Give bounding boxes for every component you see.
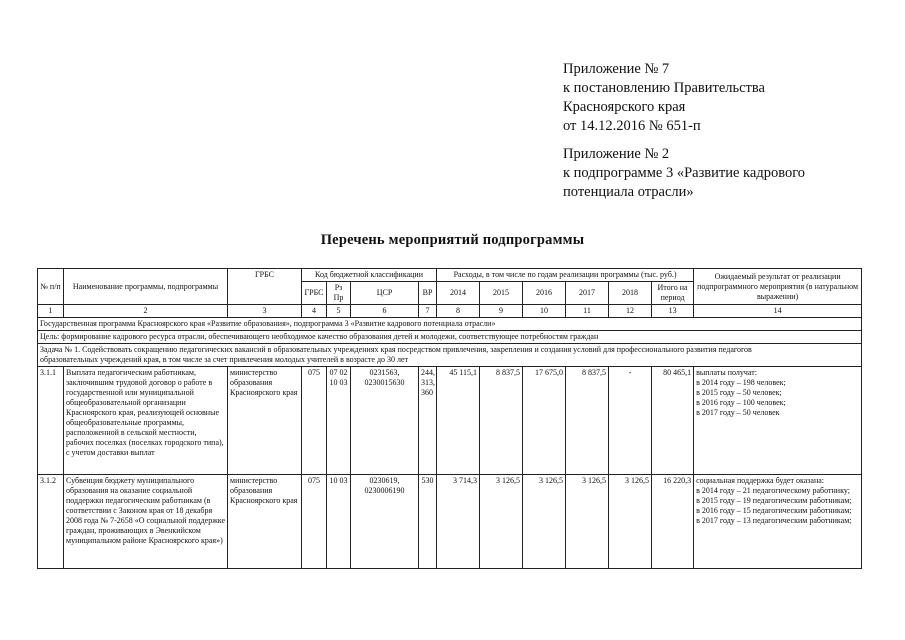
task-text bbox=[38, 344, 862, 367]
task-text-line-2: образовательных учреждений края, в том числе за счет привлечения молодых учителей в возрасте до 30 лет bbox=[40, 355, 409, 364]
col-number: 8 bbox=[437, 305, 480, 318]
row-2015: 8 837,5 bbox=[480, 367, 523, 475]
row-code-vr: 530 bbox=[419, 475, 437, 569]
row-2014: 3 714,3 bbox=[437, 475, 480, 569]
col-number: 14 bbox=[694, 305, 862, 318]
header-row-1 bbox=[38, 269, 862, 282]
appendix-2-line-2: к подпрограмме 3 «Развитие кадрового bbox=[563, 165, 806, 181]
header-code-rzpr: Рз Пр bbox=[327, 282, 351, 305]
row-code-csr: 0230619, 0230006190 bbox=[351, 475, 419, 569]
row-2017: 3 126,5 bbox=[566, 475, 609, 569]
appendix-7-line-4: от 14.12.2016 № 651-п bbox=[563, 118, 701, 134]
col-number: 3 bbox=[228, 305, 302, 318]
row-2018: - bbox=[609, 367, 652, 475]
header-name: Наименование программы, подпрограммы bbox=[64, 269, 228, 305]
header-result: Ожидаемый результат от реализации подпрограммного мероприятия (в натуральном выражении) bbox=[694, 269, 862, 305]
header-2014: 2014 bbox=[437, 282, 480, 305]
row-num: 3.1.2 bbox=[38, 475, 64, 569]
header-2018: 2018 bbox=[609, 282, 652, 305]
header-grbs: ГРБС bbox=[228, 269, 302, 305]
row-grbs: министерство образования Красноярского края bbox=[228, 367, 302, 475]
row-2016: 17 675,0 bbox=[523, 367, 566, 475]
task-text-line-1: Задача № 1. Содействовать сокращению педагогических вакансий в образовательных учреждениях края посредством привлечения, закрепления и создания условий для профессионального развития педагогов bbox=[40, 345, 752, 354]
row-2014: 45 115,1 bbox=[437, 367, 480, 475]
col-number: 12 bbox=[609, 305, 652, 318]
row-total: 80 465,1 bbox=[652, 367, 694, 475]
header-code-vr: ВР bbox=[419, 282, 437, 305]
col-number: 4 bbox=[302, 305, 327, 318]
row-code-csr: 0231563, 0230015630 bbox=[351, 367, 419, 475]
row-total: 16 220,3 bbox=[652, 475, 694, 569]
row-grbs: министерство образования Красноярского края bbox=[228, 475, 302, 569]
header-budget-code: Код бюджетной классификации bbox=[302, 269, 437, 282]
task-row bbox=[38, 344, 862, 367]
appendix-7-line-1: Приложение № 7 bbox=[563, 61, 670, 77]
row-code-rzpr: 10 03 bbox=[327, 475, 351, 569]
appendix-2-line-1: Приложение № 2 bbox=[563, 146, 670, 162]
col-number: 11 bbox=[566, 305, 609, 318]
header-total: Итого на период bbox=[652, 282, 694, 305]
document-title: Перечень мероприятий подпрограммы bbox=[320, 232, 585, 248]
col-number: 2 bbox=[64, 305, 228, 318]
goal-row bbox=[38, 331, 862, 344]
header-code-csr: ЦСР bbox=[351, 282, 419, 305]
col-number: 6 bbox=[351, 305, 419, 318]
header-2017: 2017 bbox=[566, 282, 609, 305]
row-code-vr: 244, 313, 360 bbox=[419, 367, 437, 475]
table-row bbox=[38, 475, 862, 569]
table-row bbox=[38, 367, 862, 475]
col-number: 9 bbox=[480, 305, 523, 318]
row-result: выплаты получат: в 2014 году – 198 человек; в 2015 году – 50 человек; в 2016 году – 100 человек; в 2017 году – 50 человек bbox=[694, 367, 862, 475]
appendix-7-line-2: к постановлению Правительства bbox=[563, 80, 765, 96]
goal-text: Цель: формирование кадрового ресурса отрасли, обеспечивающего необходимое качество образования детей и молодежи, соответствующее потребностям граждан bbox=[38, 331, 862, 344]
row-2018: 3 126,5 bbox=[609, 475, 652, 569]
col-number: 7 bbox=[419, 305, 437, 318]
header-code-grbs: ГРБС bbox=[302, 282, 327, 305]
appendix-7-line-3: Красноярского края bbox=[563, 99, 686, 115]
appendix-7-header bbox=[563, 60, 765, 136]
column-numbers-row bbox=[38, 305, 862, 318]
program-name: Государственная программа Красноярского края «Развитие образования», подпрограмма 3 «Развитие кадрового потенциала отрасли» bbox=[38, 318, 862, 331]
row-name: Субвенция бюджету муниципального образования на оказание социальной поддержки педагогическим работникам (в соответствии с Законом края от 18 декабря 2008 года № 7-2658 «О социальной поддержке граждан, проживающих в Эвенкийском муниципальном районе Красноярского края») bbox=[64, 475, 228, 569]
row-code-grbs: 075 bbox=[302, 367, 327, 475]
row-2015: 3 126,5 bbox=[480, 475, 523, 569]
header-2016: 2016 bbox=[523, 282, 566, 305]
col-number: 10 bbox=[523, 305, 566, 318]
header-2015: 2015 bbox=[480, 282, 523, 305]
appendix-2-header bbox=[563, 145, 805, 202]
row-name: Выплата педагогическим работникам, заключившим трудовой договор о работе в государственной или муниципальной общеобразовательной организации Красноярского края, реализующей основные общеобразовательные программы, расположенной в сельской местности, рабочих поселках (поселках городского типа), с учетом доставки выплат bbox=[64, 367, 228, 475]
appendix-2-line-3: потенциала отрасли» bbox=[563, 184, 694, 200]
row-2016: 3 126,5 bbox=[523, 475, 566, 569]
col-number: 1 bbox=[38, 305, 64, 318]
measures-table bbox=[37, 268, 862, 569]
header-num: № п/п bbox=[38, 269, 64, 305]
row-2017: 8 837,5 bbox=[566, 367, 609, 475]
row-num: 3.1.1 bbox=[38, 367, 64, 475]
col-number: 5 bbox=[327, 305, 351, 318]
row-result: социальная поддержка будет оказана: в 2014 году – 21 педагогическому работнику; в 2015 году – 19 педагогическим работникам; в 2016 году – 15 педагогическим работникам; в 2017 году – 13 педагогическим работникам; bbox=[694, 475, 862, 569]
header-expenses: Расходы, в том числе по годам реализации программы (тыс. руб.) bbox=[437, 269, 694, 282]
program-row bbox=[38, 318, 862, 331]
row-code-grbs: 075 bbox=[302, 475, 327, 569]
row-code-rzpr: 07 02 10 03 bbox=[327, 367, 351, 475]
col-number: 13 bbox=[652, 305, 694, 318]
